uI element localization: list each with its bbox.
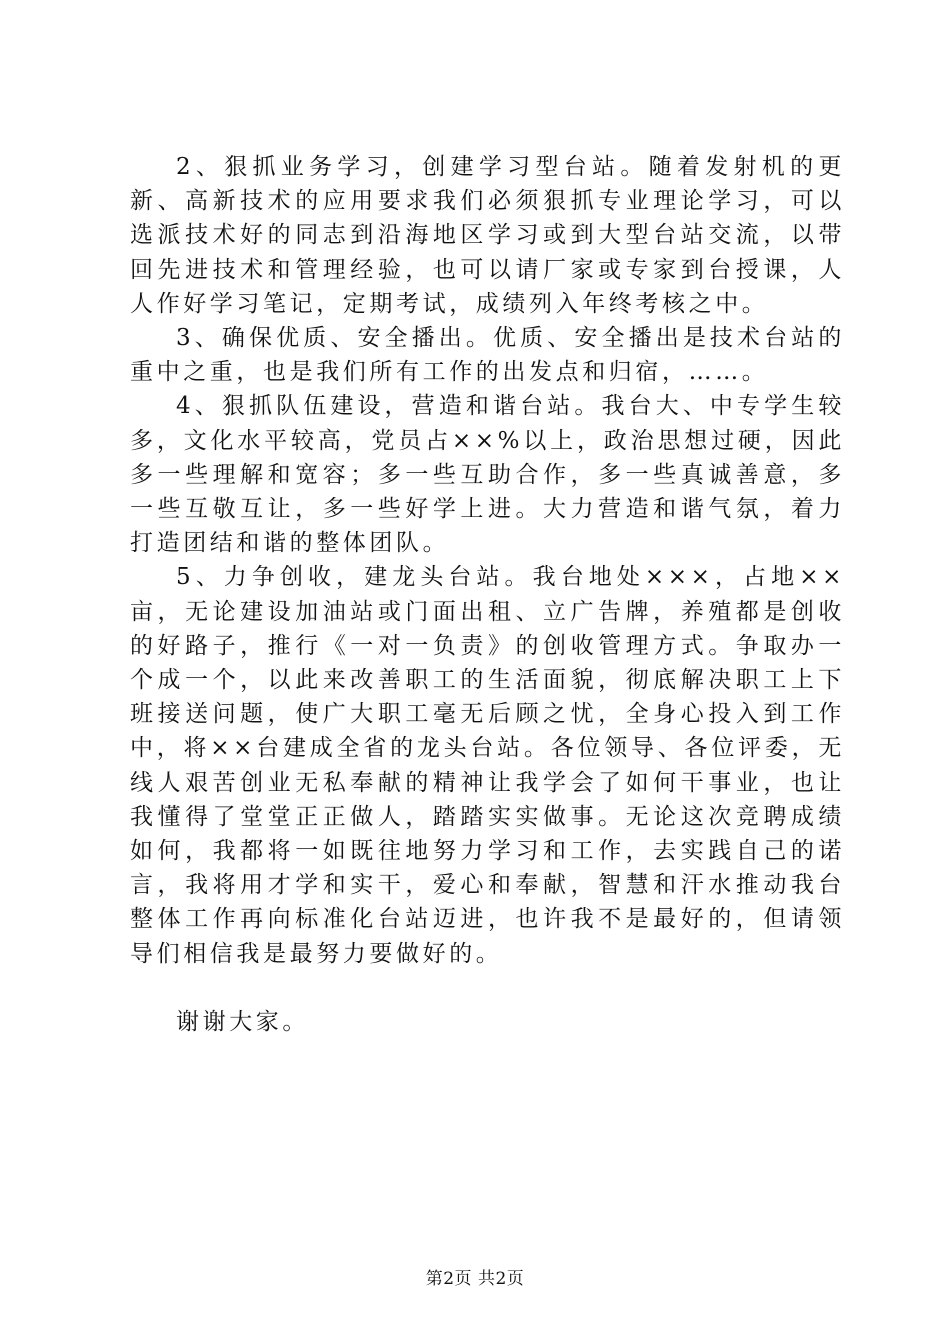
paragraph-business-study: 2、狠抓业务学习，创建学习型台站。随着发射机的更新、高新技术的应用要求我们必须狠抓专业理论学习，可以选派技术好的同志到沿海地区学习或到大型台站交流，以带回先进技术和管理经验，也可以请厂家或专家到台授课，人人作好学习笔记，定期考试，成绩列入年终考核之中。: [130, 154, 845, 317]
blank-line: [130, 971, 845, 1005]
paragraph-revenue: 5、力争创收，建龙头台站。我台地处×××，占地××亩，无论建设加油站或门面出租、立广告牌，养殖都是创收的好路子，推行《一对一负责》的创收管理方式。争取办一个成一个，以此来改善职工的生活面貌，彻底解决职工上下班接送问题，使广大职工毫无后顾之忧，全身心投入到工作中，将××台建成全省的龙头台站。各位领导、各位评委，无线人艰苦创业无私奉献的精神让我学会了如何干事业，也让我懂得了堂堂正正做人，踏踏实实做事。无论这次竞聘成绩如何，我都将一如既往地努力学习和工作，去实践自己的诺言，我将用才学和实干，爱心和奉献，智慧和汗水推动我台整体工作再向标准化台站迈进，也许我不是最好的，但请领导们相信我是最努力要做好的。: [130, 564, 845, 967]
paragraph-team-building: 4、狠抓队伍建设，营造和谐台站。我台大、中专学生较多，文化水平较高，党员占××%以上，政治思想过硬，因此多一些理解和宽容；多一些互助合作，多一些真诚善意，多一些互敬互让，多一些好学上进。大力营造和谐气氛，着力打造团结和谐的整体团队。: [130, 393, 845, 557]
page-footer: 第2页 共2页: [425, 1269, 525, 1289]
paragraph-safe-broadcast: 3、确保优质、安全播出。优质、安全播出是技术台站的重中之重，也是我们所有工作的出发点和归宿，……。: [130, 325, 845, 386]
document-body: [130, 150, 845, 1039]
closing-thanks: 谢谢大家。: [176, 1008, 309, 1035]
